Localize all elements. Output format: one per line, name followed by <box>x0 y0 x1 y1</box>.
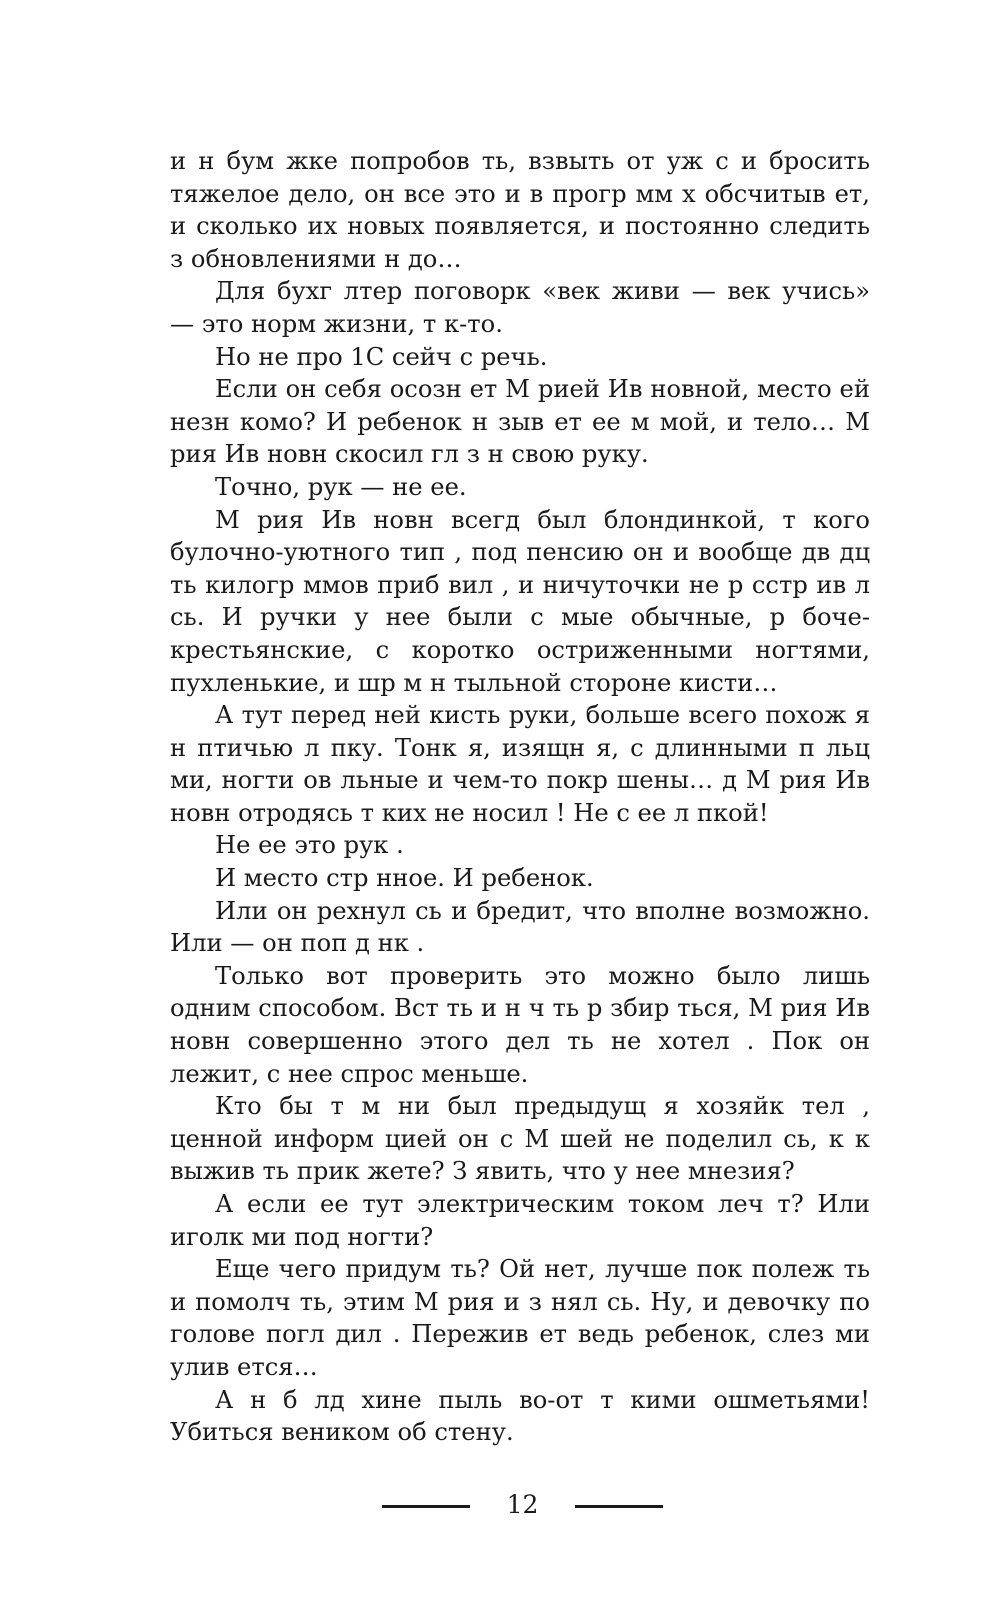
page-number: 12 <box>506 1490 539 1519</box>
paragraph: А тут перед ней кисть руки, больше всего похож я н птичью л пку. Тонк я, изящн я, с длинными п льц ми, ногти ов льные и чем-то покр шены… д М рия Ив новн отродясь т ких не носил ! Не с ее л пкой! <box>170 701 870 827</box>
paragraph: Для бухг лтер поговорк «век живи — век учись» — это норм жизни, т к-то. <box>170 277 870 338</box>
paragraph: и н бум жке попробов ть, взвыть от уж с и бросить тяжелое дело, он все это и в прогр мм х обсчитыв ет, и сколько их новых появляется, и постоянно следить з обновлениями н до… <box>170 147 870 273</box>
paragraph: А н б лд хине пыль во-от т кими ошметьями! Убиться веником об стену. <box>170 1385 870 1447</box>
paragraph: А если ее тут электрическим током леч т? Или иголк ми под ногти? <box>170 1190 870 1251</box>
paragraph: Кто бы т м ни был предыдущ я хозяйк тел , ценной информ цией он с М шей не поделил сь, к к выжив ть прик жете? З явить, что у нее мнезия? <box>170 1092 870 1186</box>
paragraph: Не ее это рук . <box>215 831 404 860</box>
paragraph: И место стр нное. И ребенок. <box>215 864 594 893</box>
paragraph: Точно, рук — не ее. <box>215 472 467 501</box>
paragraph: Или он рехнул сь и бредит, что вполне возможно. Или — он поп д нк . <box>170 896 870 958</box>
paragraph: М рия Ив новн всегд был блондинкой, т кого булочно-уютного тип , под пенсию он и вообще дв дц ть килогр ммов приб вил , и ничуточки не р сстр ив л сь. И ручки у нее были с мые обычные, р боче-крестьянские, с коротко остриженными ногтями, пухленькие, и шр м н тыльной стороне кисти… <box>170 505 870 697</box>
paragraph: Если он себя осозн ет М рией Ив новной, место ей незн комо? И ребенок н зыв ет ее м мой, и тело… М рия Ив новн скосил гл з н свою руку. <box>170 375 870 469</box>
paragraph: Только вот проверить это можно было лишь одним способом. Вст ть и н ч ть р збир ться, М рия Ив новн совершенно этого дел ть не хотел . Пок он лежит, с нее спрос меньше. <box>170 961 870 1088</box>
footer-rule-left <box>382 1505 470 1508</box>
page-footer <box>0 1488 1000 1522</box>
paragraph: Но не про 1С сейч с речь. <box>215 342 548 371</box>
body-text <box>170 145 870 1449</box>
footer-rule-right <box>575 1505 663 1508</box>
paragraph: Еще чего придум ть? Ой нет, лучше пок полеж ть и помолч ть, этим М рия и з нял сь. Ну, и девочку по голове погл дил . Пережив ет ведь ребенок, слез ми улив ется… <box>170 1255 870 1381</box>
